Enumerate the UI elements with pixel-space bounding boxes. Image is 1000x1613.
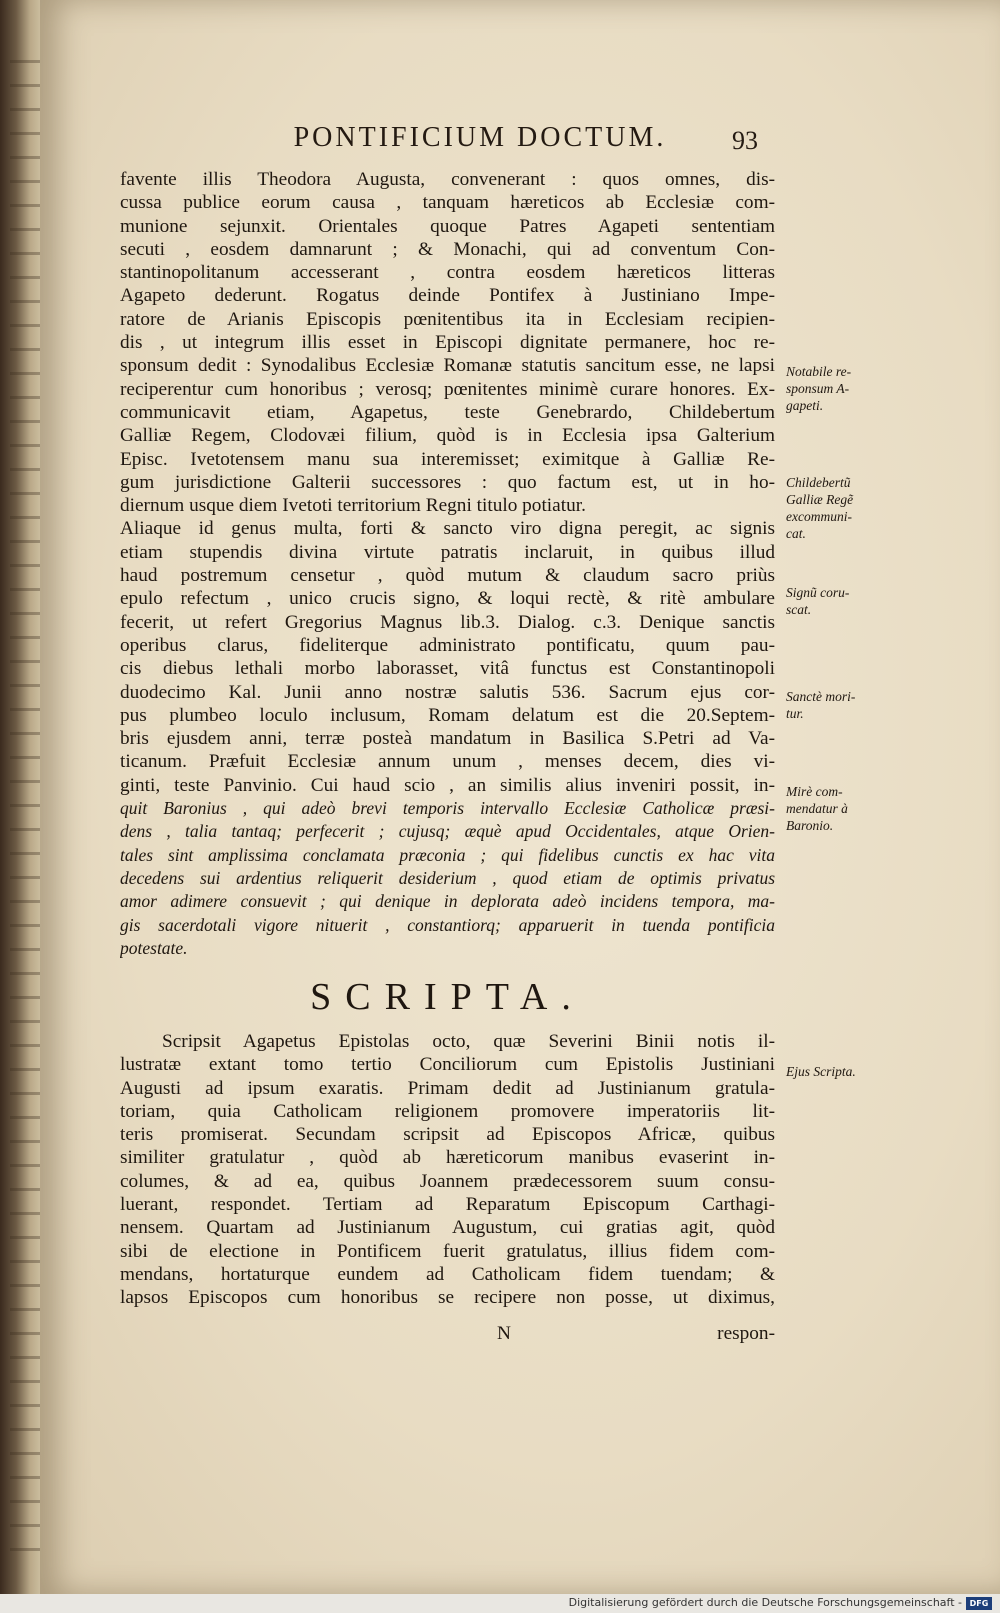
marginal-line: Ejus Scripta. (786, 1064, 856, 1079)
text-line: operibus clarus, fideliterque administrato pontificatu, quum pau- (120, 634, 775, 656)
text-line: stantinopolitanum accesserant , contra eosdem hæreticos litteras (120, 262, 775, 284)
text-line: tales sint amplissima conclamata præconia ; qui fidelibus cunctis ex hac vita (120, 844, 775, 865)
book-page (40, 0, 1000, 1594)
text-line: decedens sui ardentius reliquerit desiderium , quod etiam de optimis privatus (120, 867, 775, 888)
footer-credit: Digitalisierung gefördert durch die Deutsche Forschungsgemeinschaft - (568, 1596, 962, 1609)
marginal-note-3 (786, 584, 886, 618)
marginal-line: Baronio. (786, 818, 834, 833)
text-line: epulo refectum , unico crucis signo, & loqui rectè, & ritè ambulare (120, 588, 775, 610)
marginal-line: Notabile re- (786, 364, 852, 379)
text-line: ginti, teste Panvinio. Cui haud scio , an similis alius inveniri possit, in- (120, 774, 775, 796)
text-line: cussa publice eorum causa , tanquam hæreticos ab Ecclesiæ com- (120, 192, 775, 214)
text-line: communicavit etiam, Agapetus, teste Genebrardo, Childebertum (120, 401, 775, 423)
text-line: munione sejunxit. Orientales quoque Patres Agapeti sententiam (120, 215, 775, 237)
text-line: duodecimo Kal. Junii anno nostræ salutis 536. Sacrum ejus cor- (120, 681, 775, 703)
text-line: lapsos Episcopos cum honoribus se recipere non posse, ut diximus, (120, 1287, 775, 1309)
text-line: sponsum dedit : Synodalibus Ecclesiæ Romanæ statutis sancitum esse, ne lapsi (120, 355, 775, 377)
text-line: sibi de electione in Pontificem fuerit gratulatus, illius fidem com- (120, 1240, 775, 1262)
marginal-line: tur. (786, 706, 804, 721)
text-line: diernum usque diem Ivetoti territorium Regni titulo potiatur. (120, 495, 586, 517)
marginal-note-2 (786, 474, 886, 542)
text-line: dis , ut integrum illis esset in Episcopi dignitate permanere, hoc re- (120, 332, 775, 354)
digitization-footer (0, 1594, 1000, 1613)
text-line: similiter gratulatur , quòd ab hæreticorum manibus evaserint in- (120, 1147, 775, 1169)
text-line: secuti , eosdem damnarunt ; & Monachi, qui ad conventum Con- (120, 238, 775, 260)
text-line: Scripsit Agapetus Epistolas octo, quæ Severini Binii notis il- (162, 1031, 775, 1052)
marginal-line: Mirè com- (786, 784, 843, 799)
text-line: ratore de Arianis Episcopis pœnitentibus ita in Ecclesiam recipien- (120, 308, 775, 330)
text-line: favente illis Theodora Augusta, convenerant : quos omnes, dis- (120, 169, 775, 190)
running-title: PONTIFICIUM DOCTUM. (293, 122, 667, 153)
signature-mark: N (497, 1323, 511, 1344)
text-line: gis sacerdotali vigore nituerit , constantiorq; apparuerit in tuenda pontificia (120, 914, 775, 935)
text-line: Galliæ Regem, Clodovæi filium, quòd is in Ecclesia ipsa Galterium (120, 425, 775, 447)
catchword: respon- (717, 1323, 775, 1344)
text-line: pus plumbeo loculo inclusum, Romam delatum est die 20.Septem- (120, 704, 775, 726)
text-line: Agapeto dederunt. Rogatus deinde Pontifex à Justiniano Impe- (120, 285, 775, 307)
marginal-line: excommuni- (786, 509, 852, 524)
text-line: dens , talia tantaq; perfecerit ; cujusq; æquè apud Occidentales, atque Orien- (120, 821, 775, 842)
marginal-note-6 (786, 1063, 886, 1080)
text-line: ticanum. Præfuit Ecclesiæ annum unum , menses decem, dies vi- (120, 751, 775, 773)
text-line: bris ejusdem anni, terræ posteà mandatum in Basilica S.Petri ad Va- (120, 728, 775, 750)
text-line: gum jurisdictione Galterii successores : quo factum est, ut in ho- (120, 471, 775, 493)
marginal-line: mendatur à (786, 801, 848, 816)
text-line: teris promiserat. Secundam scripsit ad Episcopos Africæ, quibus (120, 1124, 775, 1146)
text-line: reciperentur cum honoribus ; verosq; pœnitentes minimè curare honores. Ex- (120, 378, 775, 400)
dfg-logo: DFG (966, 1597, 992, 1610)
marginal-note-1 (786, 363, 886, 414)
text-line: amor adimere consuevit ; qui denique in deplorata adeò incidens tempora, ma- (120, 891, 775, 912)
adjacent-page-edge (0, 0, 40, 1613)
text-line: lustratæ extant tomo tertio Conciliorum cum Epistolis Justiniani (120, 1054, 775, 1076)
text-line: toriam, quia Catholicam religionem promovere imperatoriis lit- (120, 1100, 775, 1122)
page-number: 93 (732, 126, 758, 155)
text-line: cis diebus lethali morbo laborasset, vitâ functus est Constantinopoli (120, 658, 775, 680)
marginal-note-4 (786, 688, 886, 722)
marginal-line: cat. (786, 526, 806, 541)
text-line: quit Baronius , qui adeò brevi temporis intervallo Ecclesiæ Catholicæ præsi- (120, 798, 775, 819)
text-line: Aliaque id genus multa, forti & sancto viro digna peregit, ac signis (120, 518, 775, 540)
marginal-line: Sanctè mori- (786, 689, 856, 704)
text-line: potestate. (120, 937, 188, 958)
text-line: Augusti ad ipsum exaratis. Primam dedit ad Justinianum gratula- (120, 1077, 775, 1099)
text-line: luerant, respondet. Tertiam ad Reparatum Episcopum Carthagi- (120, 1194, 775, 1216)
text-line: columes, & ad ea, quibus Joannem prædecessorem suum consu- (120, 1170, 775, 1192)
main-text-section-2 (120, 1030, 775, 1310)
text-line: etiam stupendis divina virtute patratis inclaruit, in quibus illud (120, 541, 775, 563)
text-line: fecerit, ut refert Gregorius Magnus lib.3. Dialog. c.3. Denique sanctis (120, 611, 775, 633)
marginal-line: Signũ coru- (786, 585, 850, 600)
marginal-line: Galliæ Regẽ (786, 492, 854, 507)
catchword-line (120, 1323, 775, 1349)
marginal-line: gapeti. (786, 398, 824, 413)
text-line: haud postremum censetur , quòd mutum & claudum sacro priùs (120, 565, 775, 587)
adjacent-page-text (10, 60, 40, 1560)
text-line: Episc. Ivetotensem manu sua interemisset; eximitque à Galliæ Re- (120, 448, 775, 470)
marginal-line: Childebertũ (786, 475, 851, 490)
marginal-line: sponsum A- (786, 381, 850, 396)
text-line: nensem. Quartam ad Justinianum Augustum, cui gratias agit, quòd (120, 1217, 775, 1239)
marginal-note-5 (786, 783, 886, 834)
main-text-section-1 (120, 168, 775, 960)
section-heading-scripta: SCRIPTA. (310, 976, 585, 1018)
marginal-line: scat. (786, 602, 812, 617)
text-line: mendans, hortaturque eundem ad Catholicam fidem tuendam; & (120, 1263, 775, 1285)
